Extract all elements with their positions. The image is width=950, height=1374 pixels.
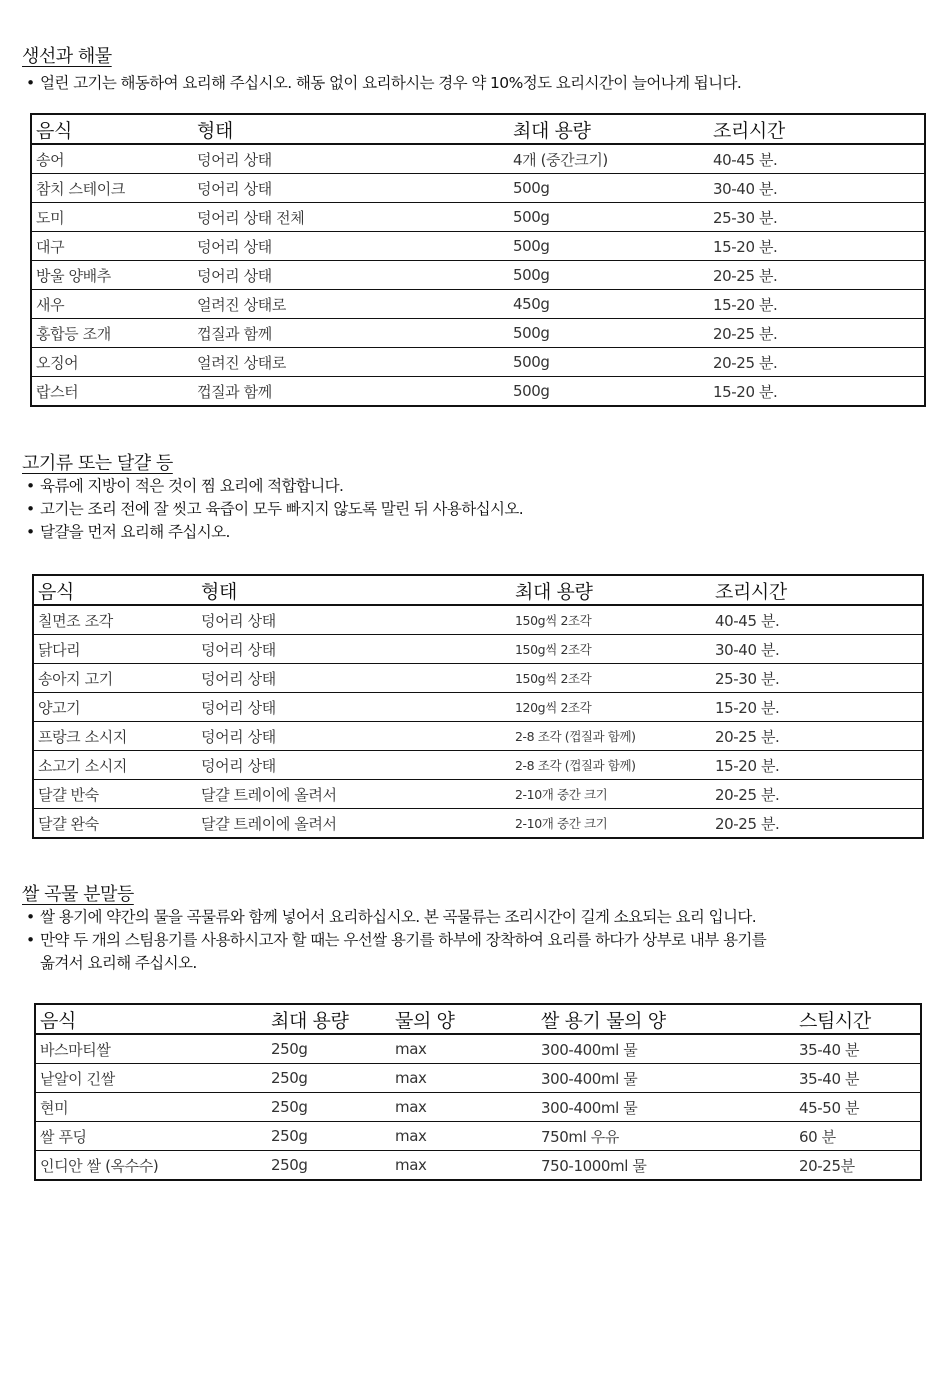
table-header-row	[33, 575, 923, 605]
cell-max-capacity: 450g	[509, 290, 709, 319]
cell-food: 홍합등 조개	[31, 319, 193, 348]
table-row	[31, 348, 925, 377]
cell-cook-time: 40-45 분.	[709, 144, 925, 174]
cell-food: 송아지 고기	[33, 664, 197, 693]
cell-food: 소고기 소시지	[33, 751, 197, 780]
note-item: • 달걀을 먼저 요리해 주십시오.	[22, 521, 523, 544]
cell-form: 덩어리 상태	[193, 261, 509, 290]
cell-cook-time: 15-20 분.	[711, 693, 923, 722]
cell-cook-time: 15-20 분.	[709, 290, 925, 319]
cell-food: 참치 스테이크	[31, 174, 193, 203]
cell-steam-time: 45-50 분	[795, 1093, 921, 1122]
note-item: • 얼린 고기는 해동하여 요리해 주십시오. 해동 없이 요리하시는 경우 약 10%정도 요리시간이 늘어나게 됩니다.	[22, 72, 741, 95]
cell-water-amount: max	[391, 1064, 537, 1093]
cell-food: 오징어	[31, 348, 193, 377]
note-item: • 만약 두 개의 스팀용기를 사용하시고자 할 때는 우선쌀 용기를 하부에 장착하여 요리를 하다가 상부로 내부 용기를	[22, 929, 766, 952]
cell-max-capacity: 250g	[267, 1093, 391, 1122]
cell-food: 달걀 반숙	[33, 780, 197, 809]
cell-form: 덩어리 상태	[193, 174, 509, 203]
cell-cook-time: 15-20 분.	[709, 232, 925, 261]
table-row	[35, 1151, 921, 1181]
cell-cook-time: 20-25 분.	[711, 780, 923, 809]
cell-cook-time: 20-25 분.	[711, 722, 923, 751]
header-rice-container-water: 쌀 용기 물의 양	[537, 1004, 795, 1034]
cell-form: 덩어리 상태	[193, 144, 509, 174]
cell-form: 덩어리 상태	[193, 232, 509, 261]
cell-steam-time: 20-25분	[799, 1156, 855, 1175]
cell-cook-time: 20-25 분.	[709, 261, 925, 290]
cell-food: 방울 양배추	[31, 261, 193, 290]
notes-list	[22, 906, 766, 975]
table-row	[31, 319, 925, 348]
header-max-capacity: 최대 용량	[267, 1004, 391, 1034]
cell-max-capacity: 500g	[509, 203, 709, 232]
cell-max-capacity: 250g	[267, 1034, 391, 1064]
cell-food: 인디안 쌀 (옥수수)	[40, 1156, 159, 1175]
note-item: • 육류에 지방이 적은 것이 찜 요리에 적합합니다.	[22, 475, 523, 498]
cell-cook-time: 15-20 분.	[711, 751, 923, 780]
cell-food: 새우	[31, 290, 193, 319]
cell-form: 얼려진 상태로	[193, 290, 509, 319]
header-cook-time: 조리시간	[709, 114, 925, 144]
section-title: 쌀 곡물 분말등	[22, 884, 134, 905]
cell-max-capacity: 4개 (중간크기)	[509, 144, 709, 174]
cell-cook-time: 20-25 분.	[709, 348, 925, 377]
cell-max-capacity: 150g씩 2조각	[511, 635, 711, 664]
table-header-row	[31, 114, 925, 144]
cell-max-capacity: 120g씩 2조각	[511, 693, 711, 722]
cell-rice-container-water: 750ml 우유	[537, 1122, 795, 1151]
cell-water-amount: max	[391, 1122, 537, 1151]
note-item: • 고기는 조리 전에 잘 씻고 육즙이 모두 빠지지 않도록 말린 뒤 사용하십시오.	[22, 498, 523, 521]
table-row	[31, 261, 925, 290]
notes-list	[22, 475, 523, 544]
table-row	[35, 1034, 921, 1064]
cell-cook-time: 30-40 분.	[711, 635, 923, 664]
header-food: 음식	[31, 114, 193, 144]
header-food: 음식	[35, 1004, 267, 1034]
cell-form: 얼려진 상태로	[193, 348, 509, 377]
cell-rice-container-water: 300-400ml 물	[537, 1064, 795, 1093]
cell-cook-time: 40-45 분.	[711, 605, 923, 635]
cell-rice-container-water: 750-1000ml 물	[541, 1156, 647, 1175]
cell-max-capacity: 2-8 조각 (껍질과 함께)	[511, 722, 711, 751]
table-row	[31, 144, 925, 174]
cell-food: 프랑크 소시지	[33, 722, 197, 751]
section-title: 생선과 해물	[22, 46, 112, 67]
header-food: 음식	[33, 575, 197, 605]
rice-table	[34, 1003, 922, 1181]
cell-form: 덩어리 상태 전체	[193, 203, 509, 232]
cell-food: 양고기	[33, 693, 197, 722]
table-row	[31, 232, 925, 261]
cell-max-capacity: 150g씩 2조각	[511, 605, 711, 635]
cell-form: 달걀 트레이에 올려서	[197, 780, 511, 809]
cell-max-capacity: 2-10개 중간 크기	[515, 816, 608, 831]
header-max-capacity: 최대 용량	[509, 114, 709, 144]
table-row	[33, 605, 923, 635]
table-row	[33, 722, 923, 751]
cell-max-capacity: 2-8 조각 (껍질과 함께)	[511, 751, 711, 780]
cell-max-capacity: 2-10개 중간 크기	[511, 780, 711, 809]
cell-food: 도미	[31, 203, 193, 232]
cell-food: 랍스터	[36, 382, 79, 401]
cell-steam-time: 60 분	[795, 1122, 921, 1151]
table-row	[33, 809, 923, 839]
cell-steam-time: 35-40 분	[795, 1064, 921, 1093]
cell-cook-time: 20-25 분.	[715, 814, 780, 833]
cell-form: 덩어리 상태	[197, 635, 511, 664]
table-header-row	[35, 1004, 921, 1034]
header-cook-time: 조리시간	[711, 575, 923, 605]
cell-rice-container-water: 300-400ml 물	[537, 1034, 795, 1064]
cell-max-capacity: 250g	[271, 1156, 308, 1174]
cell-max-capacity: 150g씩 2조각	[511, 664, 711, 693]
note-item-continuation: 옮겨서 요리해 주십시오.	[40, 954, 197, 972]
cell-max-capacity: 250g	[267, 1122, 391, 1151]
cell-food: 현미	[35, 1093, 267, 1122]
cell-food: 대구	[31, 232, 193, 261]
cell-max-capacity: 500g	[509, 232, 709, 261]
cell-form: 껍질과 함께	[197, 382, 272, 401]
cell-food: 바스마티쌀	[35, 1034, 267, 1064]
cell-food: 송어	[31, 144, 193, 174]
cell-form: 달걀 트레이에 올려서	[201, 814, 337, 833]
cell-cook-time: 25-30 분.	[711, 664, 923, 693]
cell-cook-time: 30-40 분.	[709, 174, 925, 203]
table-row	[33, 664, 923, 693]
table-row	[35, 1093, 921, 1122]
header-water-amount: 물의 양	[391, 1004, 537, 1034]
table-row	[33, 693, 923, 722]
cell-food: 쌀 푸딩	[35, 1122, 267, 1151]
table-row	[33, 751, 923, 780]
cell-water-amount: max	[391, 1093, 537, 1122]
table-row	[31, 377, 925, 407]
cell-max-capacity: 250g	[267, 1064, 391, 1093]
header-form: 형태	[197, 575, 511, 605]
table-row	[31, 290, 925, 319]
cell-form: 덩어리 상태	[197, 722, 511, 751]
meat-table	[32, 574, 924, 839]
cell-cook-time: 25-30 분.	[709, 203, 925, 232]
cell-form: 덩어리 상태	[197, 664, 511, 693]
table-row	[31, 203, 925, 232]
cell-form: 껍질과 함께	[193, 319, 509, 348]
cell-form: 덩어리 상태	[197, 605, 511, 635]
cell-max-capacity: 500g	[513, 382, 550, 400]
section-title: 고기류 또는 달걀 등	[22, 453, 173, 474]
table-row	[33, 780, 923, 809]
notes-list	[22, 72, 741, 95]
header-form: 형태	[193, 114, 509, 144]
cell-water-amount: max	[395, 1156, 427, 1174]
table-row	[35, 1064, 921, 1093]
header-steam-time: 스팀시간	[795, 1004, 921, 1034]
cell-max-capacity: 500g	[509, 174, 709, 203]
seafood-table	[30, 113, 926, 407]
cell-max-capacity: 500g	[509, 261, 709, 290]
cell-food: 닭다리	[33, 635, 197, 664]
cell-food: 달걀 완숙	[38, 814, 99, 833]
cell-food: 칠면조 조각	[33, 605, 197, 635]
table-row	[33, 635, 923, 664]
cell-steam-time: 35-40 분	[795, 1034, 921, 1064]
cell-rice-container-water: 300-400ml 물	[537, 1093, 795, 1122]
cell-max-capacity: 500g	[509, 319, 709, 348]
cell-cook-time: 15-20 분.	[713, 382, 778, 401]
note-item: • 쌀 용기에 약간의 물을 곡물류와 함께 넣어서 요리하십시오. 본 곡물류는 조리시간이 길게 소요되는 요리 입니다.	[22, 906, 766, 929]
table-row	[31, 174, 925, 203]
cell-water-amount: max	[391, 1034, 537, 1064]
cell-max-capacity: 500g	[509, 348, 709, 377]
cell-food: 낱알이 긴쌀	[35, 1064, 267, 1093]
cell-cook-time: 20-25 분.	[709, 319, 925, 348]
table-row	[35, 1122, 921, 1151]
cell-form: 덩어리 상태	[197, 751, 511, 780]
header-max-capacity: 최대 용량	[511, 575, 711, 605]
cell-form: 덩어리 상태	[197, 693, 511, 722]
